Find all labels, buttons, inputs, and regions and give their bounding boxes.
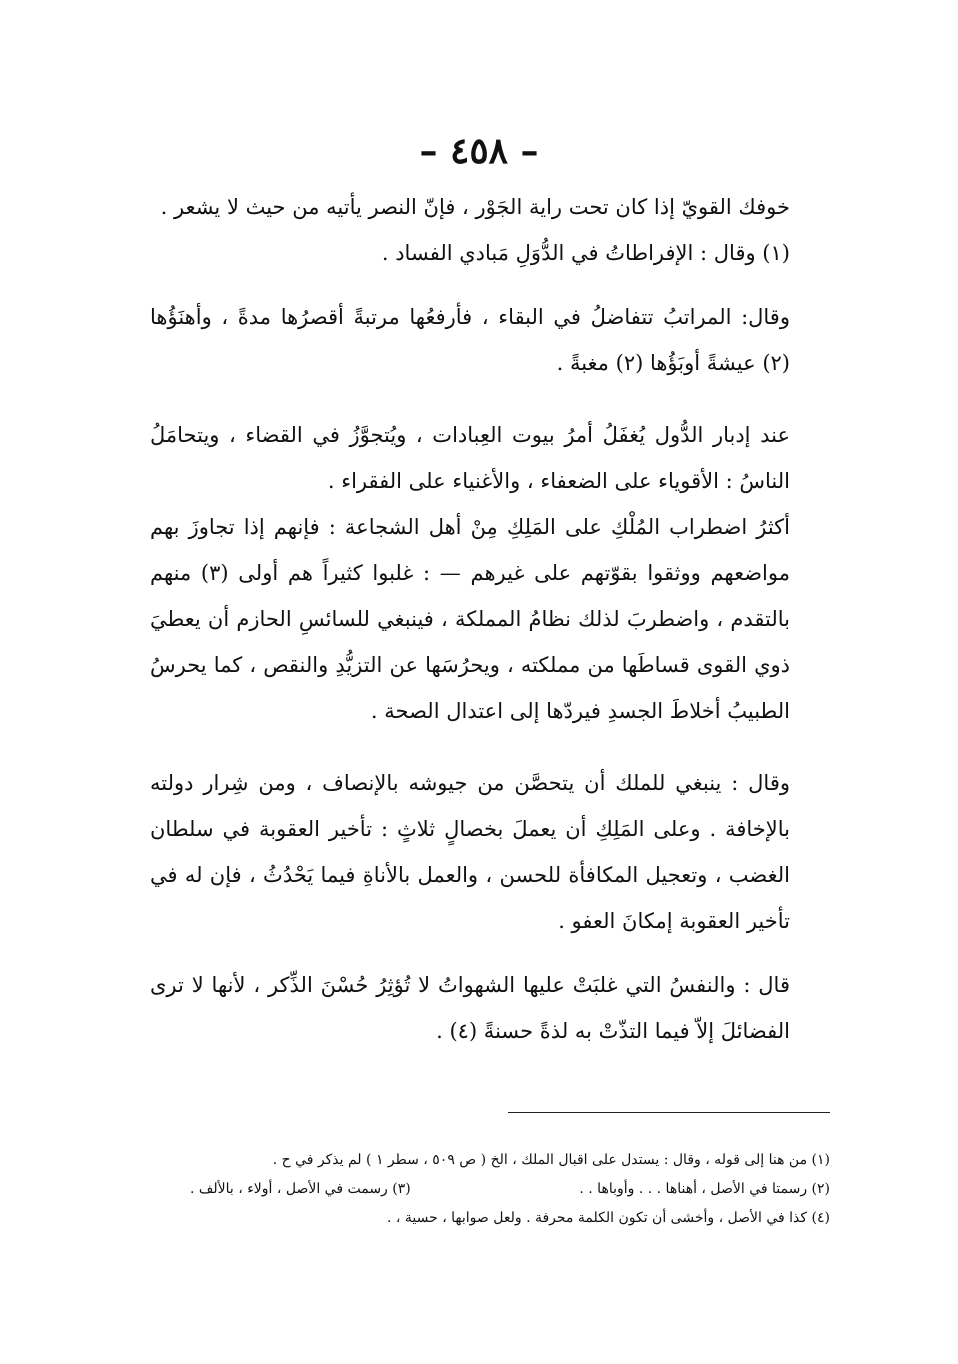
paragraph-2: (١) وقال : الإفراطاتُ في الدُّوَلِ مَبادي الفساد .	[381, 241, 790, 265]
paragraph-3: وقال: المراتبُ تتفاضلُ في البقاء ، فأرفعُها مرتبةً أقصرُها مدةً ، وأهنَؤُها (٢) عيشةً أوبَؤُها (٢) مغبةً .	[150, 305, 790, 375]
footnote-2: (٢) رسمتا في الأصل ، أهناها . . . وأوباها . .	[579, 1181, 830, 1197]
footnotes	[190, 1146, 830, 1233]
paragraph-5: أكثرُ اضطراب المُلْكِ على المَلِكِ مِنْ أهل الشجاعة : فإنهم إذا تجاوزَ بهم مواضعهم ووثقوا بقوّتهم على غيرهم — : غلبوا كثيراً هم أولى (٣) منهم بالتقدم ، واضطربَ لذلك نظامُ المملكة ، فينبغي للسائسِ الحازم أن يعطيَ ذوي القوى قساطَها من مملكته ، ويحرُسَها عن التزيُّدِ والنقص ، كما يحرسُ الطبيبُ أخلاطَ الجسدِ فيردّها إلى اعتدال الصحة .	[150, 515, 790, 723]
paragraph-7: قال : والنفسُ التي غلبَتْ عليها الشهواتُ لا تُؤثِرُ حُسْنَ الذِّكر ، لأنها لا ترى الفضائلَ إلاّ فيما التذّتْ به لذةً حسنةً (٤) .	[150, 973, 790, 1043]
footnote-1: (١) من هنا إلى قوله ، وقال : يستدل على اقبال الملك ، الخ ( ص ٥٠٩ ، سطر ١ ) لم يذكر في ح .	[272, 1152, 830, 1168]
footnote-3: (٣) رسمت في الأصل ، أولاء ، بالألف .	[190, 1181, 411, 1197]
footnote-4: (٤) كذا في الأصل ، وأخشى أن تكون الكلمة محرفة . ولعل صوابها ، حسية ، .	[387, 1210, 830, 1226]
paragraph-6: وقال : ينبغي للملك أن يتحصَّن من جيوشه بالإنصاف ، ومن شِرار دولته بالإخافة . وعلى المَلِكِ أن يعملَ بخصالٍ ثلاثٍ : تأخير العقوبة في سلطان الغضب ، وتعجيل المكافأة للحسن ، والعمل بالأناةِ فيما يَحْدُثُ ، فإن له في تأخير العقوبة إمكانَ العفو .	[150, 771, 790, 933]
page-number: – ٤٥٨ –	[419, 130, 539, 172]
paragraph-1: خوفك القويّ إذا كان تحت راية الجَوْر ، فإنّ النصر يأتيه من حيث لا يشعر .	[160, 195, 790, 219]
footnote-divider	[508, 1112, 830, 1113]
main-text	[150, 184, 790, 1054]
paragraph-4: عند إدبار الدُّول يُغفَلُ أمرُ بيوت العِبادات ، ويُتجوَّزُ في القضاء ، ويتحامَلُ الناسُ : الأقوياء على الضعفاء ، والأغنياء على الفقراء .	[150, 423, 790, 493]
footnote-row-2-3	[190, 1175, 830, 1204]
